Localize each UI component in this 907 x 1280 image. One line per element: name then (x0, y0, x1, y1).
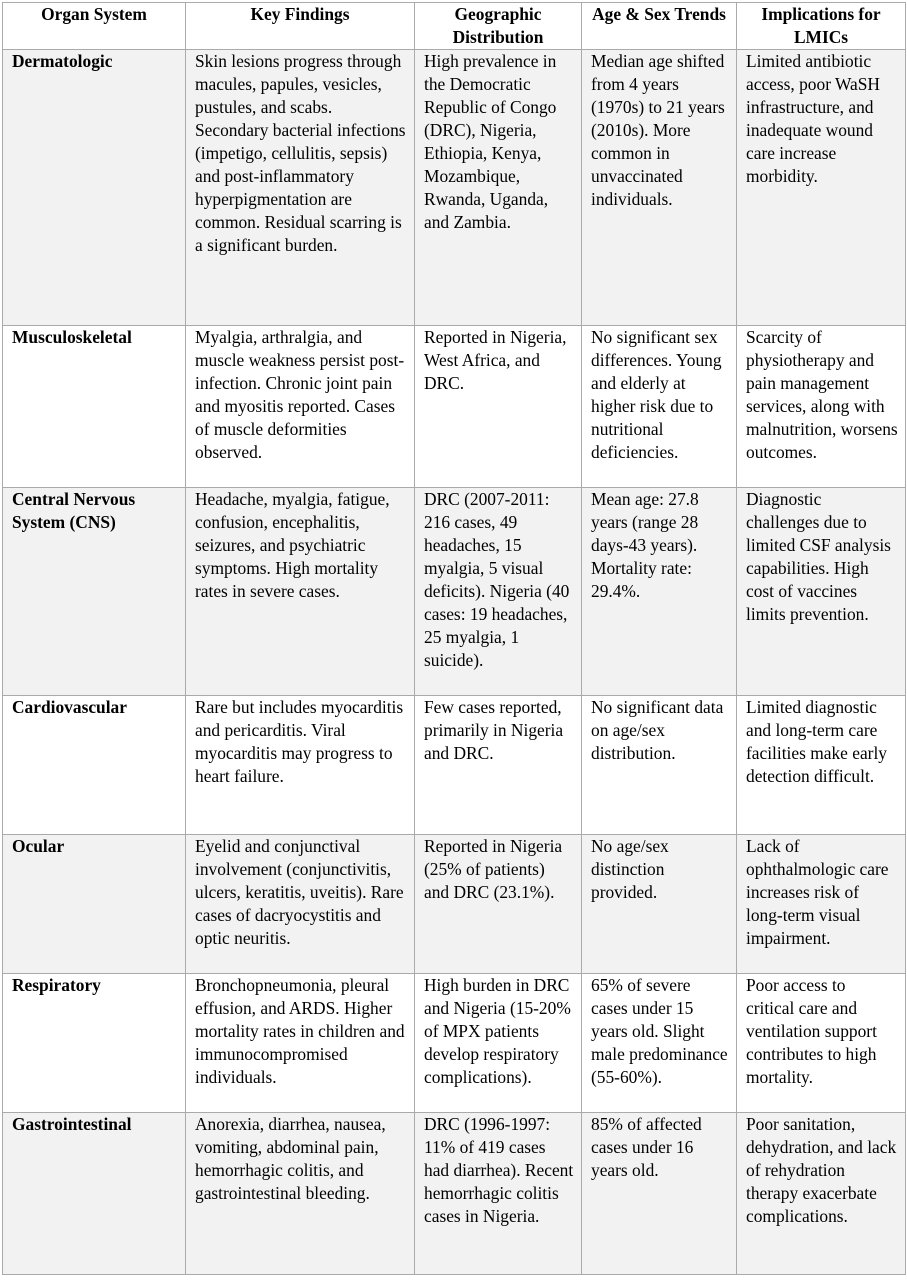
age-sex-trends-cell: 65% of severe cases under 15 years old. Slight male predominance (55-60%). (582, 974, 737, 1113)
age-sex-trends-cell: No age/sex distinction provided. (582, 835, 737, 974)
table-row (3, 488, 906, 696)
organ-system-cell: Gastrointestinal (3, 1113, 186, 1275)
implications-cell: Limited diagnostic and long-term care facilities make early detection difficult. (737, 696, 906, 835)
organ-system-cell: Dermatologic (3, 50, 186, 326)
column-header-organ-system: Organ System (3, 3, 186, 50)
table-row (3, 696, 906, 835)
organ-system-table (2, 2, 906, 1275)
implications-cell: Scarcity of physiotherapy and pain management services, along with malnutrition, worsens outcomes. (737, 326, 906, 488)
implications-cell: Poor access to critical care and ventilation support contributes to high mortality. (737, 974, 906, 1113)
geographic-distribution-cell: High burden in DRC and Nigeria (15-20% of MPX patients develop respiratory complications). (415, 974, 582, 1113)
age-sex-trends-cell: No significant data on age/sex distribution. (582, 696, 737, 835)
key-findings-cell: Anorexia, diarrhea, nausea, vomiting, abdominal pain, hemorrhagic colitis, and gastrointestinal bleeding. (186, 1113, 415, 1275)
geographic-distribution-cell: Few cases reported, primarily in Nigeria and DRC. (415, 696, 582, 835)
table-row (3, 50, 906, 326)
key-findings-cell: Skin lesions progress through macules, papules, vesicles, pustules, and scabs. Secondary bacterial infections (impetigo, cellulitis, sepsis) and post-inflammatory hyperpigmentation are common. Residual scarring is a significant burden. (186, 50, 415, 326)
column-header-implications-lmics: Implications for LMICs (737, 3, 906, 50)
table-row (3, 835, 906, 974)
table-row (3, 1113, 906, 1275)
geographic-distribution-cell: High prevalence in the Democratic Republic of Congo (DRC), Nigeria, Ethiopia, Kenya, Mozambique, Rwanda, Uganda, and Zambia. (415, 50, 582, 326)
organ-system-cell: Musculoskeletal (3, 326, 186, 488)
implications-cell: Diagnostic challenges due to limited CSF analysis capabilities. High cost of vaccines limits prevention. (737, 488, 906, 696)
table-row (3, 326, 906, 488)
key-findings-cell: Rare but includes myocarditis and pericarditis. Viral myocarditis may progress to heart failure. (186, 696, 415, 835)
geographic-distribution-cell: Reported in Nigeria, West Africa, and DRC. (415, 326, 582, 488)
column-header-geographic-distribution: Geographic Distribution (415, 3, 582, 50)
implications-cell: Poor sanitation, dehydration, and lack of rehydration therapy exacerbate complications. (737, 1113, 906, 1275)
age-sex-trends-cell: Median age shifted from 4 years (1970s) to 21 years (2010s). More common in unvaccinated individuals. (582, 50, 737, 326)
table-header-row (3, 3, 906, 50)
table-row (3, 974, 906, 1113)
column-header-key-findings: Key Findings (186, 3, 415, 50)
implications-cell: Limited antibiotic access, poor WaSH infrastructure, and inadequate wound care increase morbidity. (737, 50, 906, 326)
column-header-age-sex-trends: Age & Sex Trends (582, 3, 737, 50)
implications-cell: Lack of ophthalmologic care increases risk of long-term visual impairment. (737, 835, 906, 974)
key-findings-cell: Headache, myalgia, fatigue, confusion, encephalitis, seizures, and psychiatric symptoms. High mortality rates in severe cases. (186, 488, 415, 696)
organ-system-cell: Cardiovascular (3, 696, 186, 835)
key-findings-cell: Eyelid and conjunctival involvement (conjunctivitis, ulcers, keratitis, uveitis). Rare cases of dacryocystitis and optic neuritis. (186, 835, 415, 974)
key-findings-cell: Bronchopneumonia, pleural effusion, and ARDS. Higher mortality rates in children and immunocompromised individuals. (186, 974, 415, 1113)
age-sex-trends-cell: 85% of affected cases under 16 years old. (582, 1113, 737, 1275)
organ-system-cell: Ocular (3, 835, 186, 974)
age-sex-trends-cell: Mean age: 27.8 years (range 28 days-43 years). Mortality rate: 29.4%. (582, 488, 737, 696)
organ-system-cell: Central Nervous System (CNS) (3, 488, 186, 696)
geographic-distribution-cell: DRC (1996-1997: 11% of 419 cases had diarrhea). Recent hemorrhagic colitis cases in Nigeria. (415, 1113, 582, 1275)
key-findings-cell: Myalgia, arthralgia, and muscle weakness persist post-infection. Chronic joint pain and myositis reported. Cases of muscle deformities observed. (186, 326, 415, 488)
organ-system-cell: Respiratory (3, 974, 186, 1113)
geographic-distribution-cell: Reported in Nigeria (25% of patients) and DRC (23.1%). (415, 835, 582, 974)
age-sex-trends-cell: No significant sex differences. Young and elderly at higher risk due to nutritional deficiencies. (582, 326, 737, 488)
geographic-distribution-cell: DRC (2007-2011: 216 cases, 49 headaches, 15 myalgia, 5 visual deficits). Nigeria (40 cases: 19 headaches, 25 myalgia, 1 suicide). (415, 488, 582, 696)
